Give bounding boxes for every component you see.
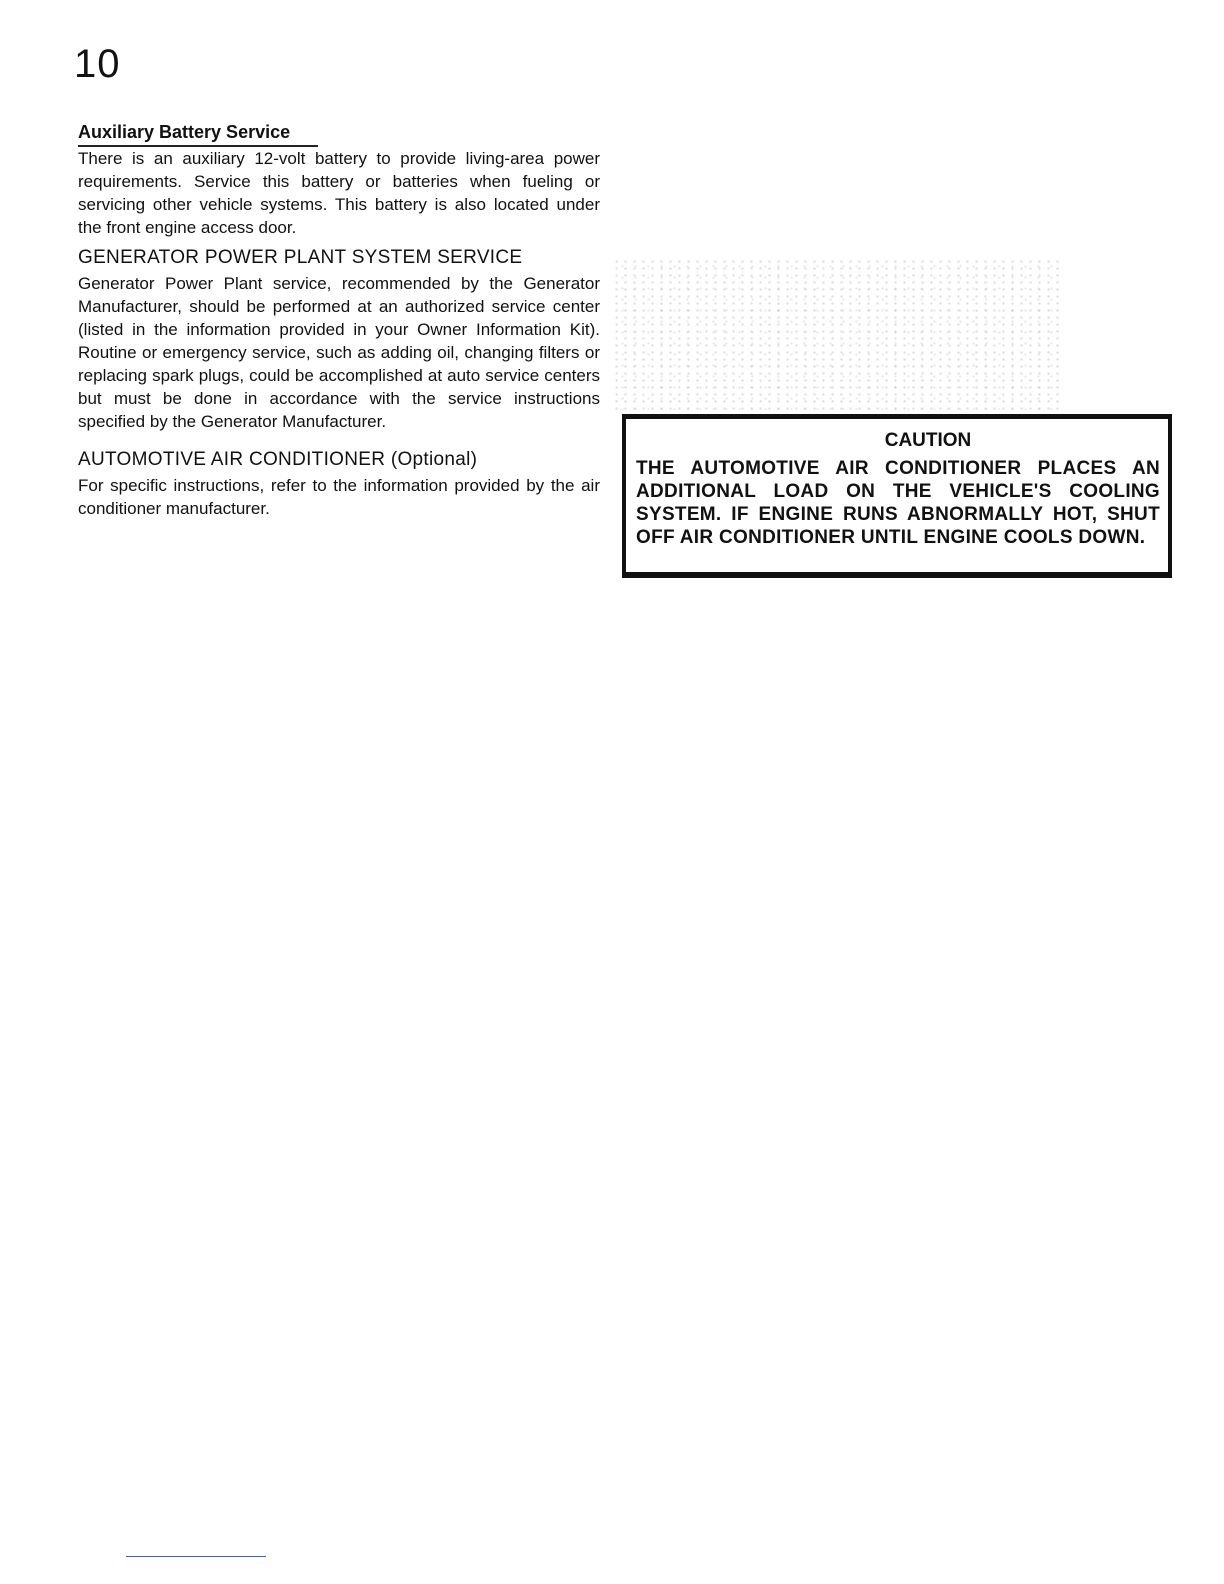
- air-conditioner-heading: AUTOMOTIVE AIR CONDITIONER (Optional): [78, 449, 478, 470]
- air-conditioner-text: For specific instructions, refer to the information provided by the air conditioner manufacturer.: [78, 476, 600, 518]
- auxiliary-battery-section: [78, 120, 600, 239]
- footer-rule: [126, 1556, 266, 1557]
- generator-heading: GENERATOR POWER PLANT SYSTEM SERVICE: [78, 247, 523, 268]
- generator-text: Generator Power Plant service, recommended by the Generator Manufacturer, should be performed at an authorized service center (listed in the information provided in your Owner Information Kit). Routine or emergency service, such as adding oil, changing filters or replacing spark plugs, could be accomplished at auto service centers but must be done in accordance with the service instructions specified by the Generator Manufacturer.: [78, 274, 600, 431]
- air-conditioner-section: [78, 447, 600, 520]
- generator-section: [78, 245, 600, 433]
- page-number: 10: [74, 42, 121, 86]
- caution-title: CAUTION: [884, 430, 972, 451]
- main-text-column: [78, 120, 600, 520]
- scan-noise-area: [612, 258, 1062, 410]
- auxiliary-battery-heading: Auxiliary Battery Service: [78, 120, 318, 147]
- auxiliary-battery-text: There is an auxiliary 12-volt battery to provide living-area power requirements. Service this battery or batteries when fueling or servicing other vehicle systems. This battery is also located under the front engine access door.: [78, 149, 600, 237]
- caution-box: [622, 414, 1172, 578]
- caution-text: THE AUTOMOTIVE AIR CONDITIONER PLACES AN ADDITIONAL LOAD ON THE VEHICLE'S COOLING SYSTEM. IF ENGINE RUNS ABNORMALLY HOT, SHUT OFF AIR CONDITIONER UNTIL ENGINE COOLS DOWN.: [636, 458, 1160, 548]
